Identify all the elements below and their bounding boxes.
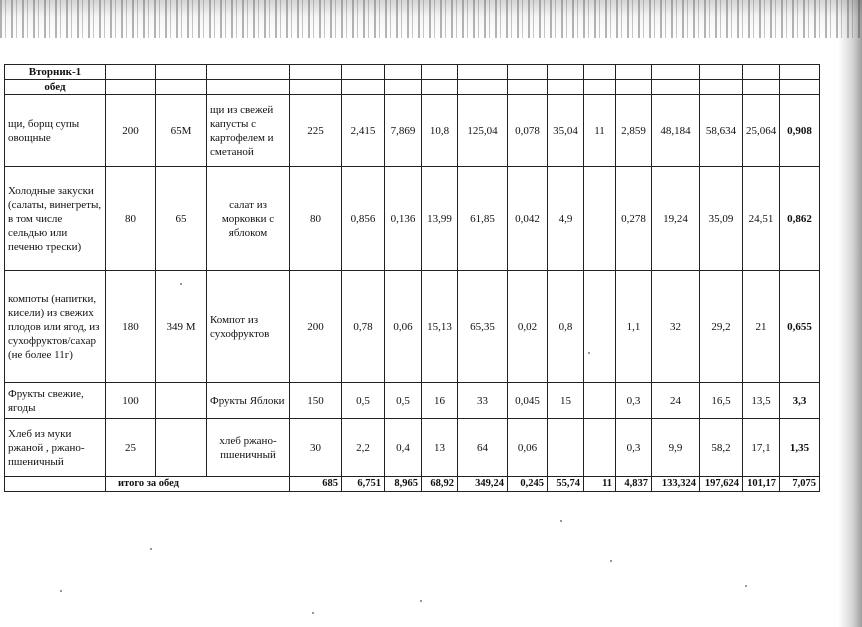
norm-cell: 200 [106,95,156,167]
table-row [5,271,820,383]
value-cell: 24 [652,383,700,419]
total-value-cell: 4,837 [616,477,652,492]
scan-speck [610,560,612,562]
total-value-cell: 8,965 [385,477,422,492]
total-value-cell: 197,624 [700,477,743,492]
recipe-cell: 65 [156,167,207,271]
recipe-cell [156,419,207,477]
total-value-cell: 349,24 [458,477,508,492]
norm-cell: 25 [106,419,156,477]
day-header-row [5,65,820,80]
norm-cell: 80 [106,167,156,271]
output-cell: 30 [290,419,342,477]
value-cell: 10,8 [422,95,458,167]
total-value-cell: 101,17 [743,477,780,492]
value-cell: 0,045 [508,383,548,419]
total-label: итого за обед [106,477,290,492]
total-row [5,477,820,492]
recipe-cell [156,383,207,419]
meal-header-row [5,80,820,95]
value-cell: 24,51 [743,167,780,271]
value-cell: 35,09 [700,167,743,271]
value-cell: 0,078 [508,95,548,167]
value-cell: 0,3 [616,383,652,419]
value-cell: 29,2 [700,271,743,383]
value-cell: 0,042 [508,167,548,271]
value-cell: 0,02 [508,271,548,383]
value-cell [548,419,584,477]
dish-cell: Компот из сухофруктов [207,271,290,383]
value-cell: 0,06 [385,271,422,383]
value-cell: 0,5 [385,383,422,419]
category-cell: Хлеб из муки ржаной , ржано-пшеничный [5,419,106,477]
scan-speck [560,520,562,522]
value-cell [584,419,616,477]
value-cell: 21 [743,271,780,383]
meal-title: обед [5,80,106,95]
value-cell: 3,3 [780,383,820,419]
value-cell: 16,5 [700,383,743,419]
dish-cell: Фрукты Яблоки [207,383,290,419]
value-cell: 0,856 [342,167,385,271]
value-cell: 0,655 [780,271,820,383]
menu-table [4,64,820,492]
value-cell: 58,2 [700,419,743,477]
output-cell: 150 [290,383,342,419]
value-cell: 4,9 [548,167,584,271]
output-cell: 200 [290,271,342,383]
value-cell: 19,24 [652,167,700,271]
scan-speck [60,590,62,592]
value-cell: 65,35 [458,271,508,383]
total-value-cell: 7,075 [780,477,820,492]
value-cell: 1,35 [780,419,820,477]
value-cell: 0,862 [780,167,820,271]
scan-speck [420,600,422,602]
value-cell: 35,04 [548,95,584,167]
total-value-cell: 11 [584,477,616,492]
category-cell: Фрукты свежие, ягоды [5,383,106,419]
value-cell: 2,415 [342,95,385,167]
scan-speck [180,283,182,285]
scan-shadow-right [838,0,862,627]
recipe-cell: 65М [156,95,207,167]
value-cell: 0,4 [385,419,422,477]
dish-cell: салат из морковки с яблоком [207,167,290,271]
category-cell: компоты (напитки, кисели) из свежих плодов или ягод, из сухофруктов/сахар (не более 11г) [5,271,106,383]
value-cell: 15,13 [422,271,458,383]
category-cell: Холодные закуски (салаты, винегреты, в том числе сельдью или печеню трески) [5,167,106,271]
scan-speck [745,585,747,587]
value-cell: 13 [422,419,458,477]
scan-speck [588,352,590,354]
dish-cell: щи из свежей капусты с картофелем и сметаной [207,95,290,167]
value-cell: 7,869 [385,95,422,167]
value-cell: 64 [458,419,508,477]
value-cell: 125,04 [458,95,508,167]
value-cell: 0,278 [616,167,652,271]
table-row [5,95,820,167]
total-value-cell: 133,324 [652,477,700,492]
dish-cell: хлеб ржано-пшеничный [207,419,290,477]
total-empty-cell [5,477,106,492]
value-cell: 33 [458,383,508,419]
value-cell: 25,064 [743,95,780,167]
value-cell: 17,1 [743,419,780,477]
total-value-cell: 68,92 [422,477,458,492]
total-value-cell: 55,74 [548,477,584,492]
value-cell: 0,8 [548,271,584,383]
scan-noise-top [0,0,862,38]
output-cell: 225 [290,95,342,167]
value-cell: 48,184 [652,95,700,167]
value-cell: 13,5 [743,383,780,419]
value-cell: 11 [584,95,616,167]
norm-cell: 100 [106,383,156,419]
total-value-cell: 0,245 [508,477,548,492]
value-cell: 0,3 [616,419,652,477]
scan-speck [150,548,152,550]
table-row [5,419,820,477]
value-cell: 1,1 [616,271,652,383]
value-cell [584,383,616,419]
table-row [5,167,820,271]
value-cell: 16 [422,383,458,419]
value-cell: 13,99 [422,167,458,271]
norm-cell: 180 [106,271,156,383]
value-cell: 0,5 [342,383,385,419]
value-cell: 2,2 [342,419,385,477]
value-cell: 0,136 [385,167,422,271]
value-cell: 32 [652,271,700,383]
total-value-cell: 6,751 [342,477,385,492]
output-cell: 80 [290,167,342,271]
value-cell [584,167,616,271]
value-cell: 58,634 [700,95,743,167]
value-cell: 0,908 [780,95,820,167]
value-cell: 0,78 [342,271,385,383]
value-cell: 15 [548,383,584,419]
value-cell: 61,85 [458,167,508,271]
scan-speck [312,612,314,614]
value-cell: 2,859 [616,95,652,167]
value-cell: 9,9 [652,419,700,477]
table-row [5,383,820,419]
total-output: 685 [290,477,342,492]
recipe-cell: 349 М [156,271,207,383]
value-cell [584,271,616,383]
value-cell: 0,06 [508,419,548,477]
category-cell: щи, борщ супы овощные [5,95,106,167]
day-title: Вторник-1 [5,65,106,80]
